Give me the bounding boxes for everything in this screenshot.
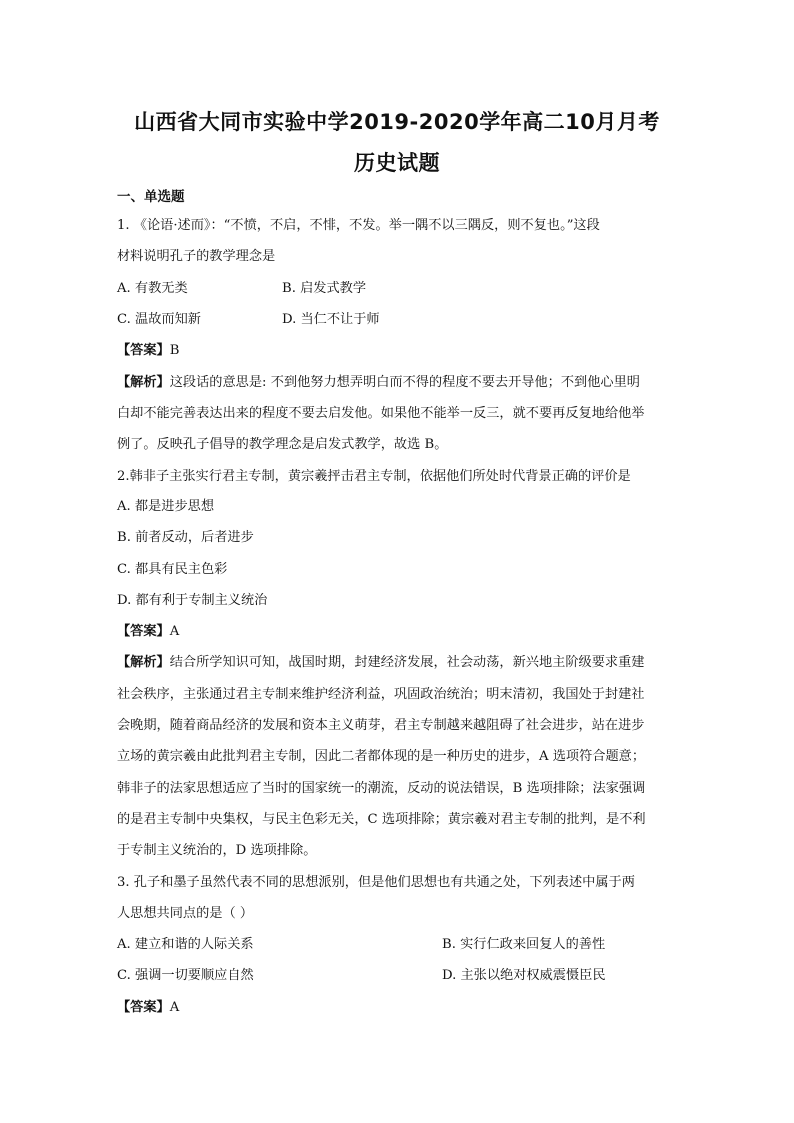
q2-stem: 2.韩非子主张实行君主专制，黄宗羲抨击君主专制，依据他们所处时代背景正确的评价是	[117, 469, 631, 484]
analysis-text: 这段话的意思是: 不到他努力想弄明白而不得的程度不要去开导他；不到他心里明	[169, 375, 640, 390]
answer-value: A	[169, 1000, 180, 1015]
q1-stem-line2: 材料说明孔子的教学理念是	[117, 249, 276, 264]
q3-stem-line2: 人思想共同点的是（ ）	[117, 906, 254, 921]
section-heading: 一、单选题	[117, 189, 185, 205]
q3-answer	[117, 998, 682, 1018]
answer-value: B	[169, 343, 180, 358]
q2-analysis-line1	[117, 653, 682, 673]
q3-stem-line1: 3. 孔子和墨子虽然代表不同的思想派别，但是他们思想也有共通之处，下列表述中属于两	[117, 875, 635, 890]
answer-label: 【答案】	[117, 1000, 170, 1015]
q1-analysis-line3: 例了。反映孔子倡导的教学理念是启发式教学，故选 B。	[117, 437, 448, 452]
answer-label: 【答案】	[117, 624, 170, 639]
q1-option-d: D. 当仁不让于师	[282, 312, 380, 327]
q1-answer	[117, 341, 682, 361]
q2-option-c: C. 都具有民主色彩	[117, 562, 228, 577]
q1-analysis-line1	[117, 373, 682, 393]
q2-analysis-line2: 社会秩序，主张通过君主专制来维护经济利益，巩固政治统治；明末清初，我国处于封建社	[117, 687, 645, 702]
answer-label: 【答案】	[117, 343, 170, 358]
answer-value: A	[169, 624, 180, 639]
q2-analysis-line7: 于专制主义统治的，D 选项排除。	[117, 843, 317, 858]
q1-stem-line1: 1. 《论语·述而》：“不愤，不启，不悱，不发。举一隅不以三隅反，则不复也。”这段	[117, 218, 600, 233]
q2-analysis-line4: 立场的黄宗羲由此批判君主专制，因此二者都体现的是一种历史的进步，A 选项符合题意；	[117, 749, 646, 764]
analysis-label: 【解析】	[117, 375, 170, 390]
analysis-text: 结合所学知识可知，战国时期，封建经济发展，社会动荡，新兴地主阶级要求重建	[169, 655, 645, 670]
q3-option-d: D. 主张以绝对权威震慑臣民	[442, 968, 606, 983]
q2-option-a: A. 都是进步思想	[117, 499, 215, 514]
analysis-label: 【解析】	[117, 655, 170, 670]
q2-answer	[117, 622, 682, 642]
q1-option-a: A. 有教无类	[117, 281, 188, 296]
q1-option-b: B. 启发式教学	[282, 281, 367, 296]
exam-subject-title: 历史试题	[354, 151, 440, 175]
exam-title: 山西省大同市实验中学2019-2020学年高二10月月考	[134, 110, 660, 134]
q2-analysis-line5: 韩非子的法家思想适应了当时的国家统一的潮流，反动的说法错误，B 选项排除；法家强调	[117, 781, 646, 796]
q3-option-a: A. 建立和谐的人际关系	[117, 937, 254, 952]
q2-option-d: D. 都有利于专制主义统治	[117, 593, 268, 608]
q1-option-c: C. 温故而知新	[117, 312, 201, 327]
q2-analysis-line6: 的是君主专制中央集权，与民主色彩无关，C 选项排除；黄宗羲对君主专制的批判，是不利	[117, 812, 646, 827]
q3-option-b: B. 实行仁政来回复人的善性	[442, 937, 606, 952]
q1-analysis-line2: 白却不能完善表达出来的程度不要去启发他。如果他不能举一反三，就不要再反复地给他举	[117, 406, 645, 421]
q2-option-b: B. 前者反动，后者进步	[117, 530, 254, 545]
q2-analysis-line3: 会晚期，随着商品经济的发展和资本主义萌芽，君主专制越来越阻碍了社会进步，站在进步	[117, 718, 645, 733]
q3-option-c: C. 强调一切要顺应自然	[117, 968, 254, 983]
